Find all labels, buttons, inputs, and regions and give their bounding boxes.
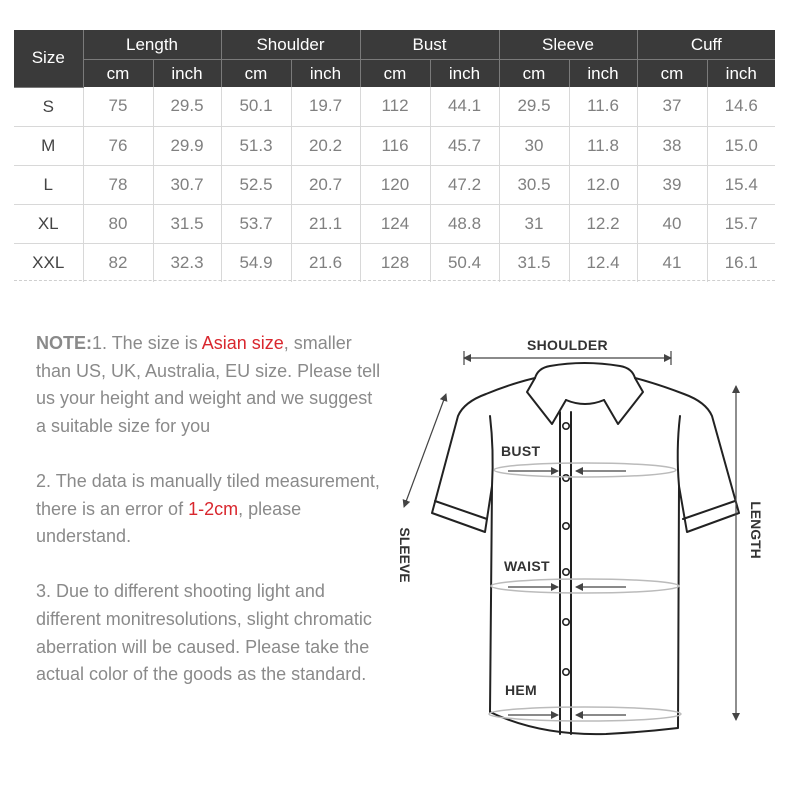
table-cell: 52.5: [221, 165, 291, 204]
table-cell: 50.4: [430, 243, 499, 282]
unit-header: cm: [221, 60, 291, 88]
note-2-text: 2. The data is manually tiled measurement, there is an error of: [36, 470, 380, 519]
table-cell: 39: [637, 165, 707, 204]
length-label-container: [744, 490, 768, 570]
table-row: [14, 204, 775, 243]
table-cell: 12.2: [569, 204, 637, 243]
unit-header: cm: [360, 60, 430, 88]
size-cell: L: [14, 165, 83, 204]
table-row: [14, 243, 775, 282]
note-3-text: 3. Due to different shooting light and different monitresolutions, slight chromatic aberration will be caused. Please take the actual color of the goods as the standard.: [36, 581, 372, 685]
table-cell: 38: [637, 126, 707, 165]
table-cell: 120: [360, 165, 430, 204]
size-cell: XL: [14, 204, 83, 243]
asian-size-highlight: Asian size: [201, 333, 284, 353]
table-cell: 12.0: [569, 165, 637, 204]
error-range-highlight: 1-2cm: [188, 498, 239, 519]
note-1-text: 1. The size is: [92, 333, 202, 353]
length-header: Length: [83, 30, 221, 60]
note-2-text-rest: , please understand.: [36, 498, 302, 547]
table-cell: 31.5: [499, 243, 569, 282]
table-cell: 20.7: [291, 165, 360, 204]
table-cell: 30.7: [153, 165, 221, 204]
shirt-measurement-diagram: [390, 330, 790, 770]
length-label: LENGTH: [748, 501, 764, 559]
table-row: [14, 126, 775, 165]
note-label: NOTE:: [36, 333, 92, 353]
table-cell: 80: [83, 204, 153, 243]
table-cell: 14.6: [707, 87, 775, 126]
unit-header: cm: [499, 60, 569, 88]
table-cell: 128: [360, 243, 430, 282]
size-cell: S: [14, 87, 83, 126]
table-cell: 51.3: [221, 126, 291, 165]
table-cell: 112: [360, 87, 430, 126]
table-cell: 45.7: [430, 126, 499, 165]
table-cell: 37: [637, 87, 707, 126]
table-row: [14, 87, 775, 126]
bust-header: Bust: [360, 30, 499, 60]
hem-guide-ellipse: [489, 707, 681, 721]
size-cell: XXL: [14, 243, 83, 282]
table-cell: 11.6: [569, 87, 637, 126]
table-cell: 21.6: [291, 243, 360, 282]
hem-label: HEM: [505, 682, 538, 698]
table-cell: 31: [499, 204, 569, 243]
table-cell: 40: [637, 204, 707, 243]
table-bottom-divider: [14, 280, 775, 281]
shirt-buttons: [563, 423, 569, 675]
table-cell: 15.4: [707, 165, 775, 204]
table-cell: 30.5: [499, 165, 569, 204]
note-3: [36, 578, 386, 688]
table-cell: 82: [83, 243, 153, 282]
table-cell: 124: [360, 204, 430, 243]
unit-header: cm: [637, 60, 707, 88]
waist-label: WAIST: [504, 558, 550, 574]
table-cell: 16.1: [724, 252, 758, 272]
sleeve-header: Sleeve: [499, 30, 637, 60]
table-cell: 31.5: [153, 204, 221, 243]
size-chart-table: [14, 30, 775, 282]
shoulder-label: SHOULDER: [527, 337, 608, 353]
shoulder-header: Shoulder: [221, 30, 360, 60]
size-notes: [36, 330, 386, 716]
table-cell: 75: [83, 87, 153, 126]
table-cell: 53.7: [221, 204, 291, 243]
table-cell: 11.8: [569, 126, 637, 165]
table-cell: 41: [637, 243, 707, 282]
table-cell: 32.3: [153, 243, 221, 282]
unit-header: inch: [707, 60, 775, 88]
unit-header: inch: [430, 60, 499, 88]
table-cell: 29.5: [499, 87, 569, 126]
table-cell: 47.2: [430, 165, 499, 204]
cuff-header: Cuff: [637, 30, 775, 60]
table-cell: 116: [360, 126, 430, 165]
table-row: [14, 165, 775, 204]
waist-guide-ellipse: [491, 579, 679, 593]
unit-header: inch: [291, 60, 360, 88]
table-cell: 12.4: [569, 243, 637, 282]
table-cell: 29.9: [153, 126, 221, 165]
table-cell: 20.2: [291, 126, 360, 165]
table-cell: 29.5: [153, 87, 221, 126]
table-cell: 50.1: [221, 87, 291, 126]
sleeve-label-container: [390, 520, 420, 590]
shirt-illustration: [390, 330, 790, 770]
table-cell: 44.1: [430, 87, 499, 126]
table-cell: 78: [83, 165, 153, 204]
bust-label: BUST: [501, 443, 541, 459]
size-cell: M: [14, 126, 83, 165]
table-cell: 76: [83, 126, 153, 165]
bust-guide-ellipse: [494, 463, 676, 477]
note-1-text-rest: , smaller than US, UK, Australia, EU size. Please tell us your height and weight and we suggest a suitable size for you: [36, 333, 381, 436]
note-1: [36, 330, 386, 440]
unit-header: inch: [569, 60, 637, 88]
unit-header: inch: [153, 60, 221, 88]
table-cell: 54.9: [221, 243, 291, 282]
table-cell: 19.7: [291, 87, 360, 126]
table-cell: 15.0: [707, 126, 775, 165]
unit-header: cm: [83, 60, 153, 88]
sleeve-label: SLEEVE: [397, 527, 413, 583]
table-cell: 15.7: [707, 204, 775, 243]
note-2: [36, 468, 386, 551]
table-cell: 48.8: [430, 204, 499, 243]
shirt-outline: [432, 363, 739, 734]
table-cell: 30: [499, 126, 569, 165]
size-header: Size: [14, 30, 83, 87]
table-cell: 21.1: [291, 204, 360, 243]
